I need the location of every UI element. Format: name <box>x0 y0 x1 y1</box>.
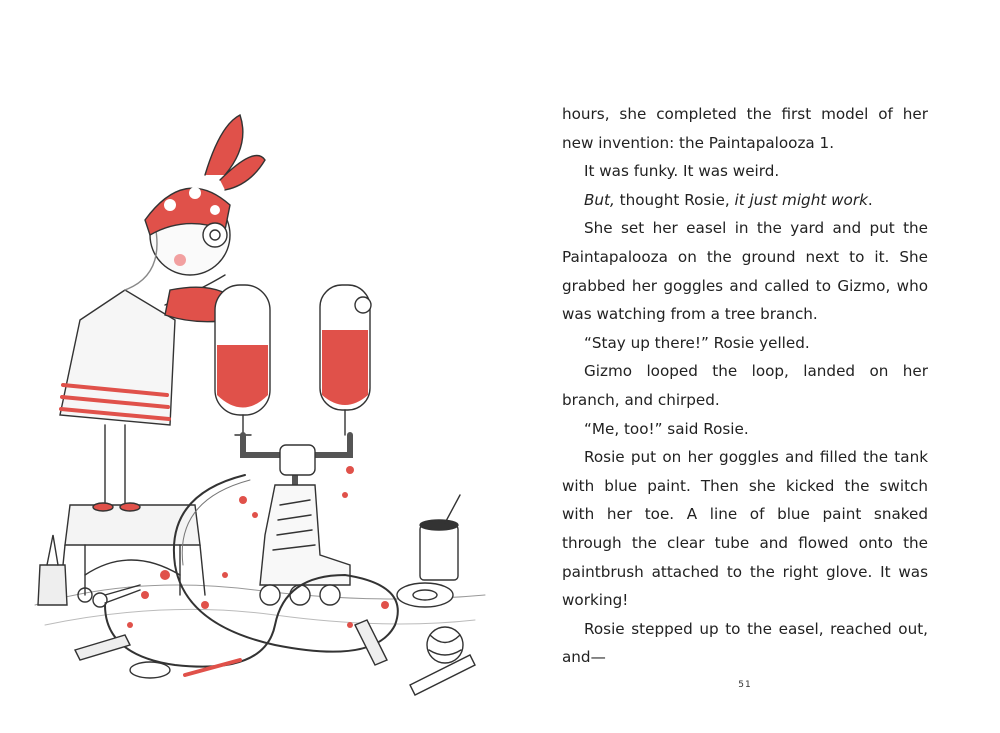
text-segment: thought Rosie, <box>614 190 735 209</box>
paragraph <box>562 214 928 328</box>
paragraph <box>562 415 928 444</box>
text-segment: “Me, too!” said Rosie. <box>584 419 749 438</box>
paragraph <box>562 186 928 215</box>
stool <box>60 505 205 595</box>
paragraph <box>562 100 928 157</box>
paragraph <box>562 443 928 615</box>
paragraph <box>562 157 928 186</box>
page-number: 51 <box>738 680 752 690</box>
illustration-rosie-paintapalooza <box>15 105 495 705</box>
text-segment: . <box>867 190 873 209</box>
glue-bottle <box>38 535 67 605</box>
text-segment: It was funky. It was weird. <box>584 162 780 181</box>
boot <box>260 485 350 605</box>
text-segment: Rosie stepped up to the easel, reached out, and— <box>562 619 928 667</box>
text-segment: Gizmo looped the loop, landed on her branch, and chirped. <box>562 362 928 409</box>
paragraph <box>562 329 928 358</box>
text-segment: hours, she completed the first model of her new invention: the Paintapalooza 1. <box>562 105 928 152</box>
left-tank <box>215 285 270 435</box>
right-tank <box>320 285 371 435</box>
text-segment: Rosie put on her goggles and filled the tank with blue paint. Then she kicked the switch with her toe. A line of blue paint snaked through the clear tube and flowed onto the paintbrush attached to the right glove. It was working! <box>562 448 928 610</box>
text-segment: She set her easel in the yard and put the Paintapalooza on the ground next to it. She grabbed her goggles and called to Gizmo, who was watching from a tree branch. <box>562 219 928 324</box>
illustration-drawing <box>15 105 495 705</box>
text-segment: “Stay up there!” Rosie yelled. <box>584 333 810 352</box>
paint-can <box>420 495 460 580</box>
story-text <box>562 100 928 672</box>
italic-text: But, <box>584 190 615 209</box>
paragraph <box>562 357 928 414</box>
italic-text: it just might work <box>734 190 868 209</box>
paragraph <box>562 615 928 672</box>
